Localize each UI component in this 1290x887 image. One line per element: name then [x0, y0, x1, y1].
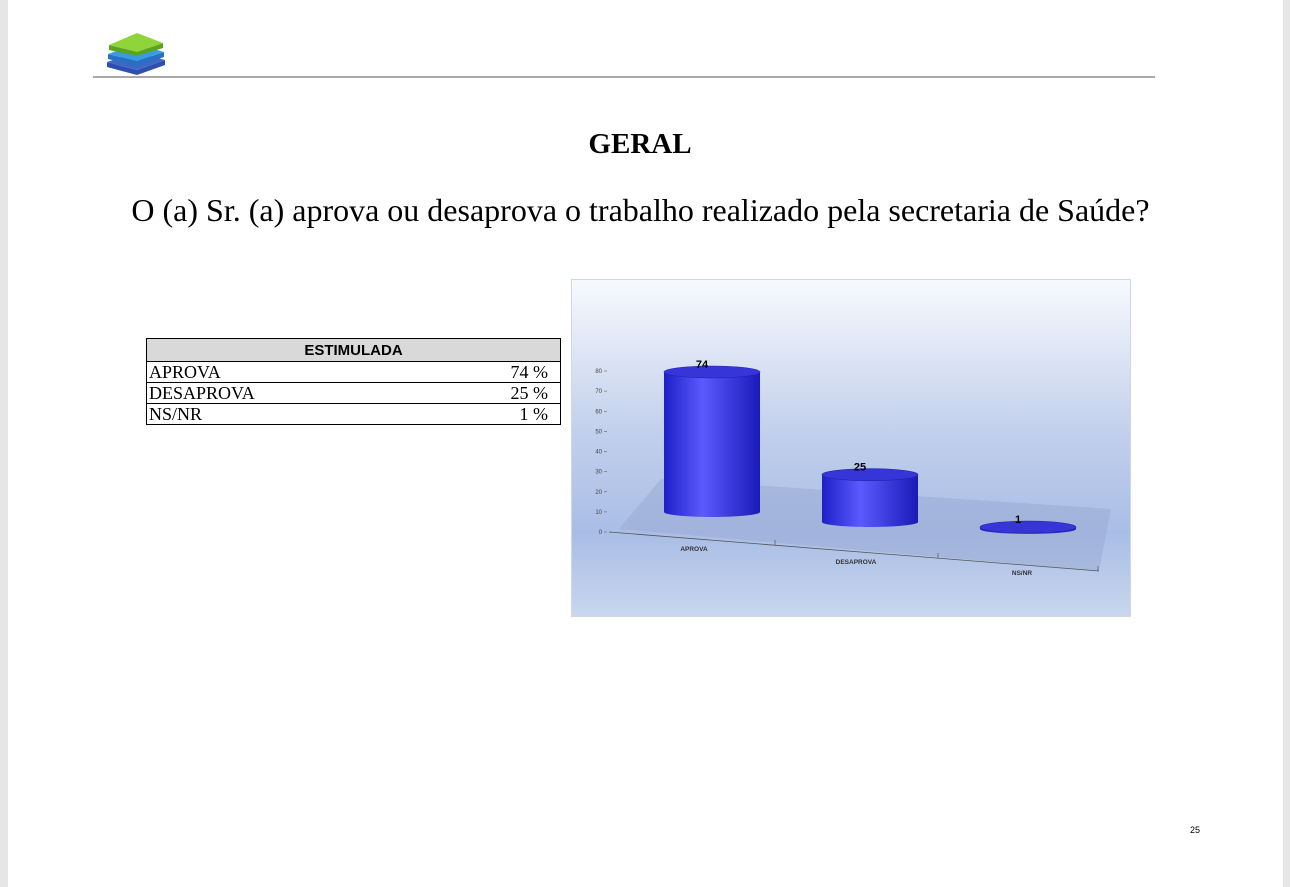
row-label: APROVA: [147, 362, 428, 383]
table-row: [147, 383, 561, 404]
bar-top: [980, 521, 1076, 533]
row-value: 74 %: [428, 362, 561, 383]
row-label: DESAPROVA: [147, 383, 428, 404]
data-label: 74: [695, 359, 709, 371]
y-tick-label: 30: [595, 469, 602, 476]
data-label: 25: [853, 461, 867, 474]
y-tick-label: 10: [595, 509, 602, 516]
category-label: DESAPROVA: [835, 559, 877, 566]
bar: [822, 469, 918, 527]
bar: [980, 521, 1076, 534]
bar: [664, 366, 760, 517]
header-rule: [93, 76, 1155, 78]
bar-body: [822, 475, 918, 527]
bar-chart: [571, 279, 1131, 617]
page: [8, 0, 1283, 887]
bar-body: [664, 372, 760, 517]
y-tick-label: 80: [595, 369, 602, 375]
row-label: NS/NR: [147, 404, 428, 425]
category-label: NS/NR: [1011, 570, 1033, 577]
row-value: 1 %: [428, 404, 561, 425]
page-number: 25: [1190, 825, 1201, 835]
table-header: ESTIMULADA: [147, 339, 561, 362]
page-title: GERAL: [588, 128, 692, 160]
layered-stack-logo-icon: [103, 28, 171, 78]
table-row: [147, 362, 561, 383]
bar-top: [664, 366, 760, 378]
survey-question: O (a) Sr. (a) aprova ou desaprova o trabalho realizado pela secretaria de Saúde?: [131, 192, 1150, 228]
category-label: APROVA: [680, 546, 708, 553]
data-label: 1: [1014, 514, 1022, 527]
y-tick-label: 60: [595, 409, 602, 416]
row-value: 25 %: [428, 383, 561, 404]
results-table: [146, 338, 561, 425]
table-row: [147, 404, 561, 425]
y-tick-label: 50: [595, 429, 602, 436]
y-tick-label: 40: [595, 449, 602, 456]
y-tick-label: 20: [595, 489, 602, 496]
y-tick-label: 0: [598, 530, 602, 536]
bar-top: [822, 469, 918, 481]
y-tick-label: 70: [595, 389, 602, 396]
